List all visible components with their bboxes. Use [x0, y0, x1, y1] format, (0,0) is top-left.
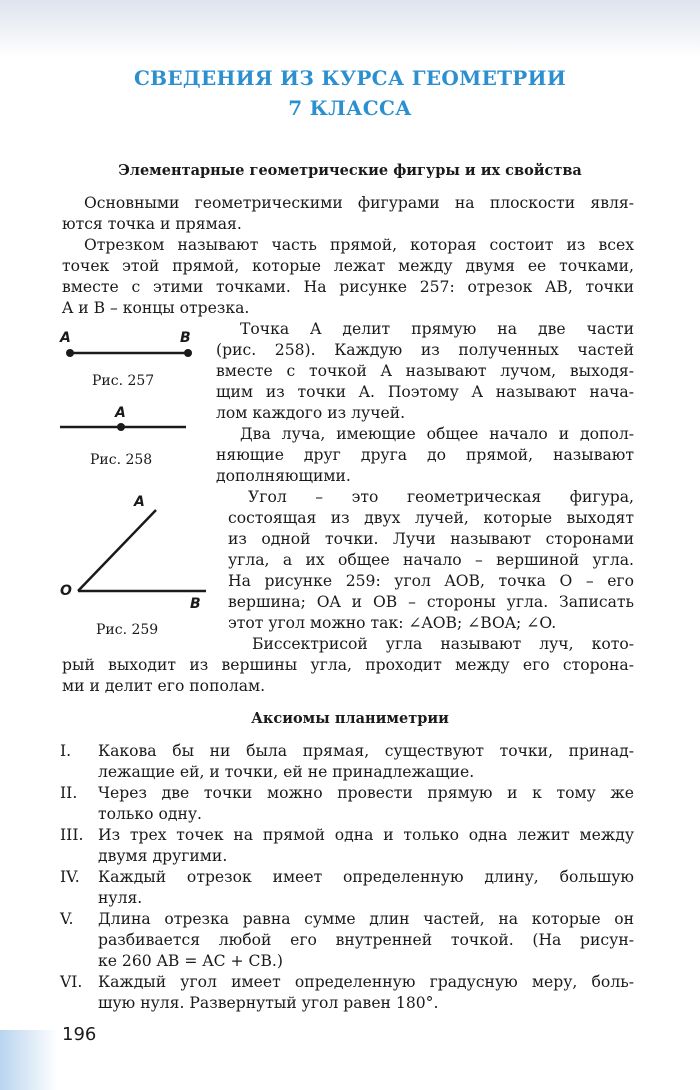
axiom-line: Длина отрезка равна сумме длин частей, на которые он [98, 910, 634, 928]
text-line: На рисунке 259: угол AOB, точка O – его [228, 572, 634, 590]
axiom-line: разбивается любой его внутренней точкой. (На рисун- [98, 931, 634, 949]
fig259-label-b: B [190, 596, 201, 612]
axiom-number: II. [60, 784, 78, 802]
fig259-label-o: O [60, 583, 72, 599]
fig257-label-a: A [60, 330, 71, 346]
fig258-line [60, 420, 190, 434]
text-line: няющие друг друга до прямой, называют [216, 446, 634, 464]
text-line: из одной точки. Лучи называют сторонами [228, 530, 634, 548]
corner-band [0, 1030, 58, 1090]
text-line: Два луча, имеющие общее начало и допол- [240, 425, 634, 443]
text-line: состоящая из двух лучей, которые выходят [228, 509, 634, 527]
section-heading-figures: Элементарные геометрические фигуры и их свойства [118, 162, 582, 179]
axiom-line: двумя другими. [98, 847, 228, 865]
axiom-number: I. [60, 742, 72, 760]
axiom-number: V. [60, 910, 74, 928]
section-heading-axioms: Аксиомы планиметрии [251, 710, 449, 727]
text-line: вершина; OA и OB – стороны угла. Записать [228, 593, 634, 611]
fig257-label-b: B [180, 330, 191, 346]
fig258-label-a: A [115, 405, 126, 421]
fig257-caption: Рис. 257 [92, 373, 155, 389]
axiom-number: III. [60, 826, 84, 844]
axiom-number: IV. [60, 868, 80, 886]
fig259-label-a: A [134, 494, 145, 510]
axiom-number: VI. [60, 973, 83, 991]
text-line: A и B – концы отрезка. [62, 299, 250, 317]
top-band [0, 0, 700, 58]
text-line: Отрезком называют часть прямой, которая состоит из всех [84, 236, 634, 254]
fig259-angle [70, 505, 210, 600]
axiom-line: лежащие ей, и точки, ей не принадлежащие. [98, 763, 475, 781]
text-line: дополняющими. [216, 467, 351, 485]
page-number: 196 [62, 1024, 97, 1045]
text-line: точек этой прямой, которые лежат между двумя ее точками, [62, 257, 634, 275]
text-line: Точка A делит прямую на две части [240, 320, 634, 338]
axiom-line: Каждый угол имеет определенную градусную меру, боль- [98, 973, 634, 991]
fig257-segment [60, 346, 200, 360]
axiom-line: нуля. [98, 889, 143, 907]
axiom-line: ке 260 AB = AC + CB.) [98, 952, 283, 970]
text-line: Угол – это геометрическая фигура, [248, 488, 634, 506]
axiom-line: Каждый отрезок имеет определенную длину, большую [98, 868, 634, 886]
fig259-caption: Рис. 259 [96, 622, 159, 638]
axiom-line: только одну. [98, 805, 203, 823]
page-title-line1: СВЕДЕНИЯ ИЗ КУРСА ГЕОМЕТРИИ [133, 66, 567, 90]
text-line: Основными геометрическими фигурами на плоскости явля- [84, 194, 634, 212]
text-line: рый выходит из вершины угла, проходит между его сторона- [62, 656, 634, 674]
fig258-caption: Рис. 258 [90, 452, 153, 468]
axiom-line: шую нуля. Развернутый угол равен 180°. [98, 994, 439, 1012]
axiom-line: Через две точки можно провести прямую и к тому же [98, 784, 634, 802]
text-line: ми и делит его пополам. [62, 677, 266, 695]
text-line: (рис. 258). Каждую из полученных частей [216, 341, 634, 359]
text-line: угла, а их общее начало – вершиной угла. [228, 551, 634, 569]
text-line: щим из точки A. Поэтому A называют нача- [216, 383, 634, 401]
text-line: Биссектрисой угла называют луч, кото- [252, 635, 634, 653]
text-line: вместе с этими точками. На рисунке 257: отрезок AB, точки [62, 278, 634, 296]
text-line: лом каждого из лучей. [216, 404, 406, 422]
axiom-line: Какова бы ни была прямая, существуют точки, принад- [98, 742, 634, 760]
page-title-line2: 7 КЛАССА [288, 96, 412, 120]
axiom-line: Из трех точек на прямой одна и только одна лежит между [98, 826, 634, 844]
text-line: этот угол можно так: ∠AOB; ∠BOA; ∠O. [228, 614, 557, 632]
text-line: ются точка и прямая. [62, 215, 242, 233]
text-line: вместе с точкой A называют лучом, выходя- [216, 362, 634, 380]
